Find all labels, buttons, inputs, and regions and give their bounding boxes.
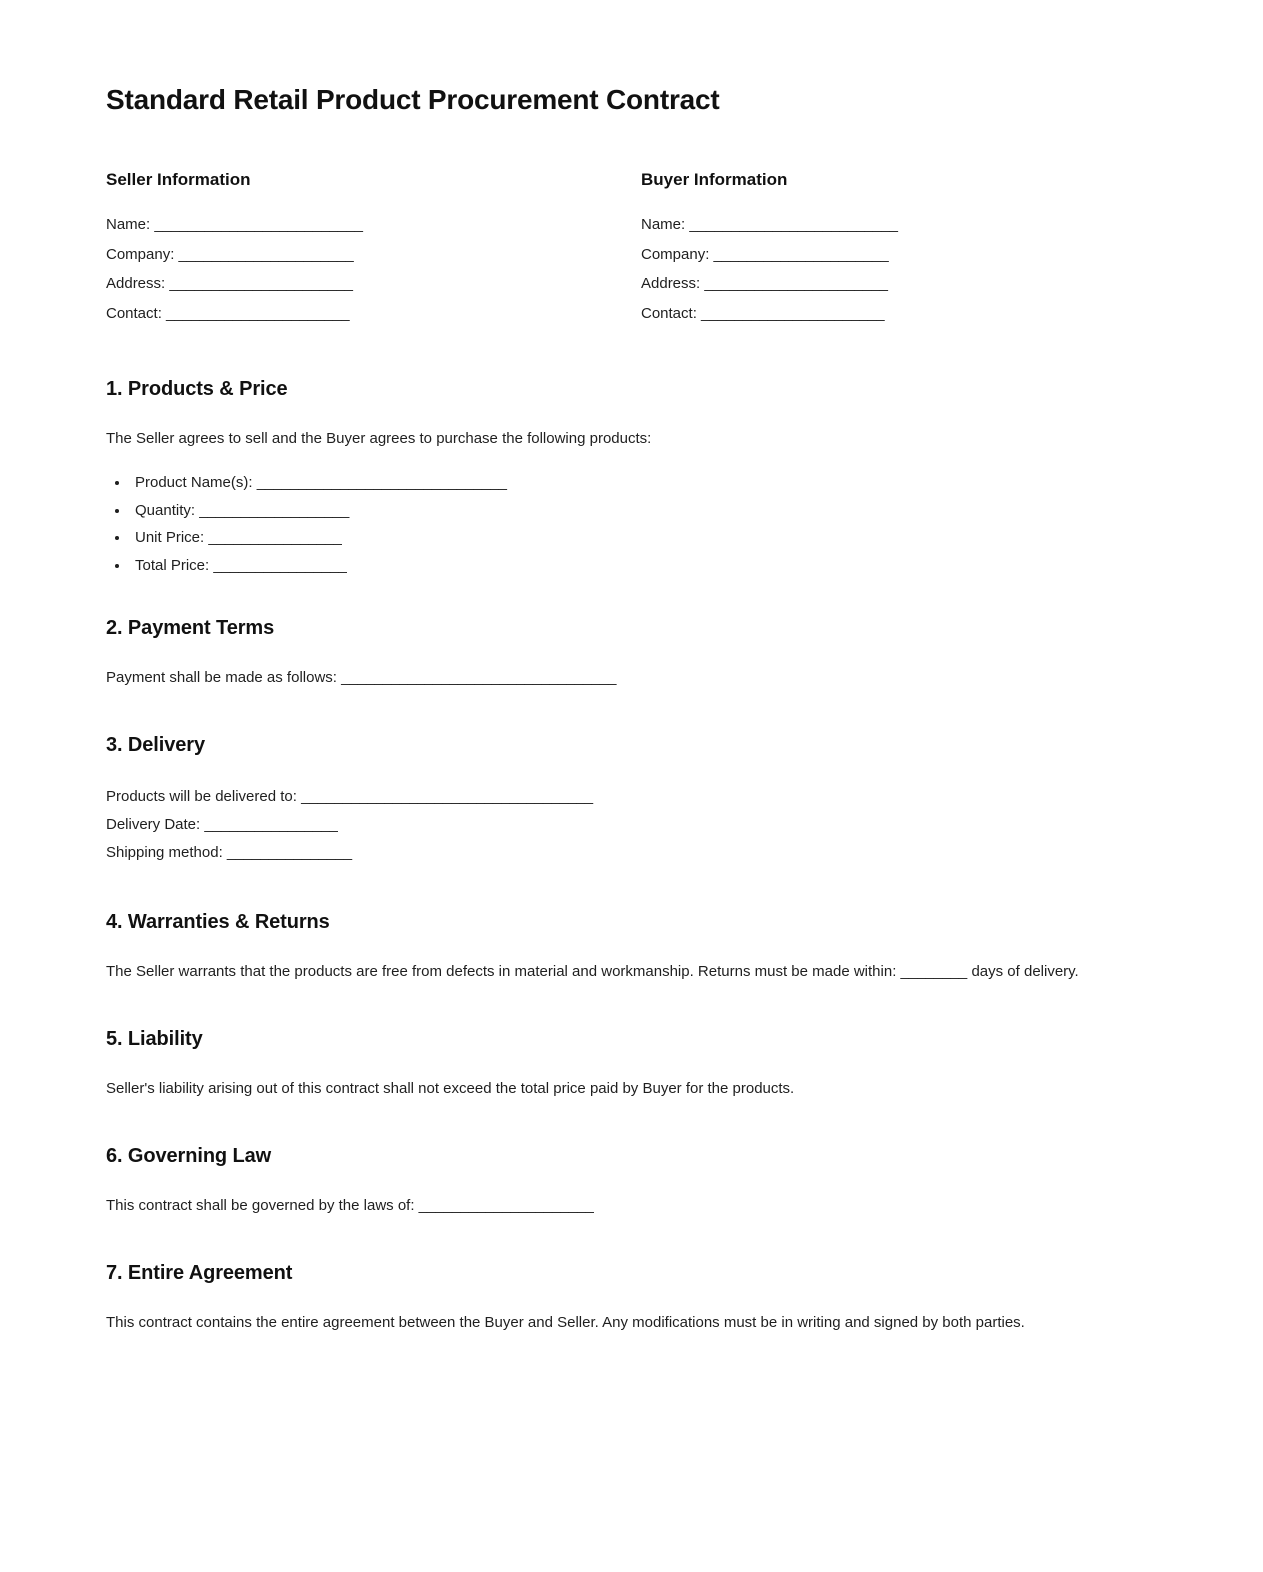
governing-law-blank-line: _____________________ bbox=[418, 1196, 594, 1214]
quantity-label: Quantity: bbox=[135, 501, 196, 519]
page-title: Standard Retail Product Procurement Contract bbox=[106, 84, 720, 115]
section-governing-law bbox=[106, 1145, 1157, 1218]
buyer-information-heading: Buyer Information bbox=[641, 170, 788, 189]
delivery-date-line bbox=[106, 811, 1157, 839]
buyer-company-line bbox=[641, 240, 1176, 270]
governing-law-label: This contract shall be governed by the laws of: bbox=[106, 1196, 415, 1214]
buyer-contact-label: Contact: bbox=[641, 304, 697, 322]
bullet-unit-price bbox=[130, 530, 1157, 545]
unit-price-blank-line: ________________ bbox=[208, 529, 342, 546]
products-bullet-list bbox=[130, 475, 1157, 573]
seller-name-line bbox=[106, 210, 641, 240]
buyer-address-blank-line: ______________________ bbox=[704, 275, 888, 292]
section-warranties-returns bbox=[106, 911, 1157, 984]
buyer-information-column bbox=[641, 170, 1176, 328]
delivery-date-label: Delivery Date: bbox=[106, 815, 201, 833]
unit-price-label: Unit Price: bbox=[135, 529, 205, 546]
payment-terms-blank-line: _________________________________ bbox=[341, 668, 617, 686]
party-info-columns bbox=[106, 170, 1157, 328]
buyer-address-label: Address: bbox=[641, 275, 701, 292]
buyer-company-label: Company: bbox=[641, 245, 710, 263]
seller-company-line bbox=[106, 240, 641, 270]
payment-terms-label: Payment shall be made as follows: bbox=[106, 668, 337, 686]
shipping-method-line bbox=[106, 839, 1157, 867]
section-payment-terms-heading: 2. Payment Terms bbox=[106, 616, 275, 639]
section-delivery bbox=[106, 734, 1157, 867]
section-liability bbox=[106, 1028, 1157, 1101]
warranty-text-before: The Seller warrants that the products are free from defects in material and workmanship. Returns must be made within: bbox=[106, 962, 897, 980]
section-delivery-heading: 3. Delivery bbox=[106, 733, 205, 756]
warranties-returns-text bbox=[106, 960, 1157, 984]
entire-agreement-text: This contract contains the entire agreement between the Buyer and Seller. Any modifications must be in writing and signed by both parties. bbox=[106, 1313, 1025, 1331]
seller-name-blank-line: _________________________ bbox=[154, 216, 363, 233]
section-warranties-returns-heading: 4. Warranties & Returns bbox=[106, 910, 330, 933]
section-products-price-intro: The Seller agrees to sell and the Buyer agrees to purchase the following products: bbox=[106, 430, 652, 447]
seller-information-heading: Seller Information bbox=[106, 170, 251, 189]
total-price-blank-line: ________________ bbox=[213, 556, 347, 574]
seller-name-label: Name: bbox=[106, 216, 151, 233]
warranty-text-after: days of delivery. bbox=[971, 962, 1079, 980]
bullet-quantity bbox=[130, 503, 1157, 518]
section-entire-agreement-heading: 7. Entire Agreement bbox=[106, 1261, 293, 1284]
section-governing-law-heading: 6. Governing Law bbox=[106, 1144, 272, 1167]
seller-address-label: Address: bbox=[106, 275, 166, 292]
total-price-label: Total Price: bbox=[135, 556, 210, 574]
return-days-blank-line: ________ bbox=[900, 962, 968, 980]
buyer-name-label: Name: bbox=[641, 216, 686, 233]
governing-law-line bbox=[106, 1194, 1157, 1218]
bullet-product-names bbox=[130, 475, 1157, 490]
quantity-blank-line: __________________ bbox=[199, 501, 350, 519]
buyer-address-line bbox=[641, 269, 1176, 299]
shipping-method-blank-line: _______________ bbox=[226, 843, 353, 861]
seller-contact-label: Contact: bbox=[106, 304, 162, 322]
seller-contact-line bbox=[106, 299, 641, 329]
seller-contact-blank-line: ______________________ bbox=[166, 304, 350, 322]
section-products-price bbox=[106, 378, 1157, 573]
delivered-to-label: Products will be delivered to: bbox=[106, 787, 297, 805]
seller-address-blank-line: ______________________ bbox=[169, 275, 353, 292]
payment-terms-line bbox=[106, 666, 1157, 690]
liability-text: Seller's liability arising out of this contract shall not exceed the total price paid by Buyer for the products. bbox=[106, 1079, 795, 1097]
seller-information-column bbox=[106, 170, 641, 328]
delivery-date-blank-line: ________________ bbox=[204, 815, 338, 833]
bullet-total-price bbox=[130, 558, 1157, 573]
section-entire-agreement bbox=[106, 1262, 1157, 1335]
section-payment-terms bbox=[106, 617, 1157, 690]
delivered-to-line bbox=[106, 783, 1157, 811]
section-products-price-heading: 1. Products & Price bbox=[106, 378, 288, 400]
seller-address-line bbox=[106, 269, 641, 299]
product-names-label: Product Name(s): bbox=[135, 474, 253, 491]
seller-company-blank-line: _____________________ bbox=[178, 245, 354, 263]
product-names-blank-line: ______________________________ bbox=[256, 474, 507, 491]
seller-company-label: Company: bbox=[106, 245, 175, 263]
shipping-method-label: Shipping method: bbox=[106, 843, 223, 861]
buyer-company-blank-line: _____________________ bbox=[713, 245, 889, 263]
buyer-contact-line bbox=[641, 299, 1176, 329]
delivered-to-blank-line: ___________________________________ bbox=[301, 787, 594, 805]
buyer-contact-blank-line: ______________________ bbox=[701, 304, 885, 322]
section-liability-heading: 5. Liability bbox=[106, 1027, 203, 1050]
buyer-name-line bbox=[641, 210, 1176, 240]
buyer-name-blank-line: _________________________ bbox=[689, 216, 898, 233]
